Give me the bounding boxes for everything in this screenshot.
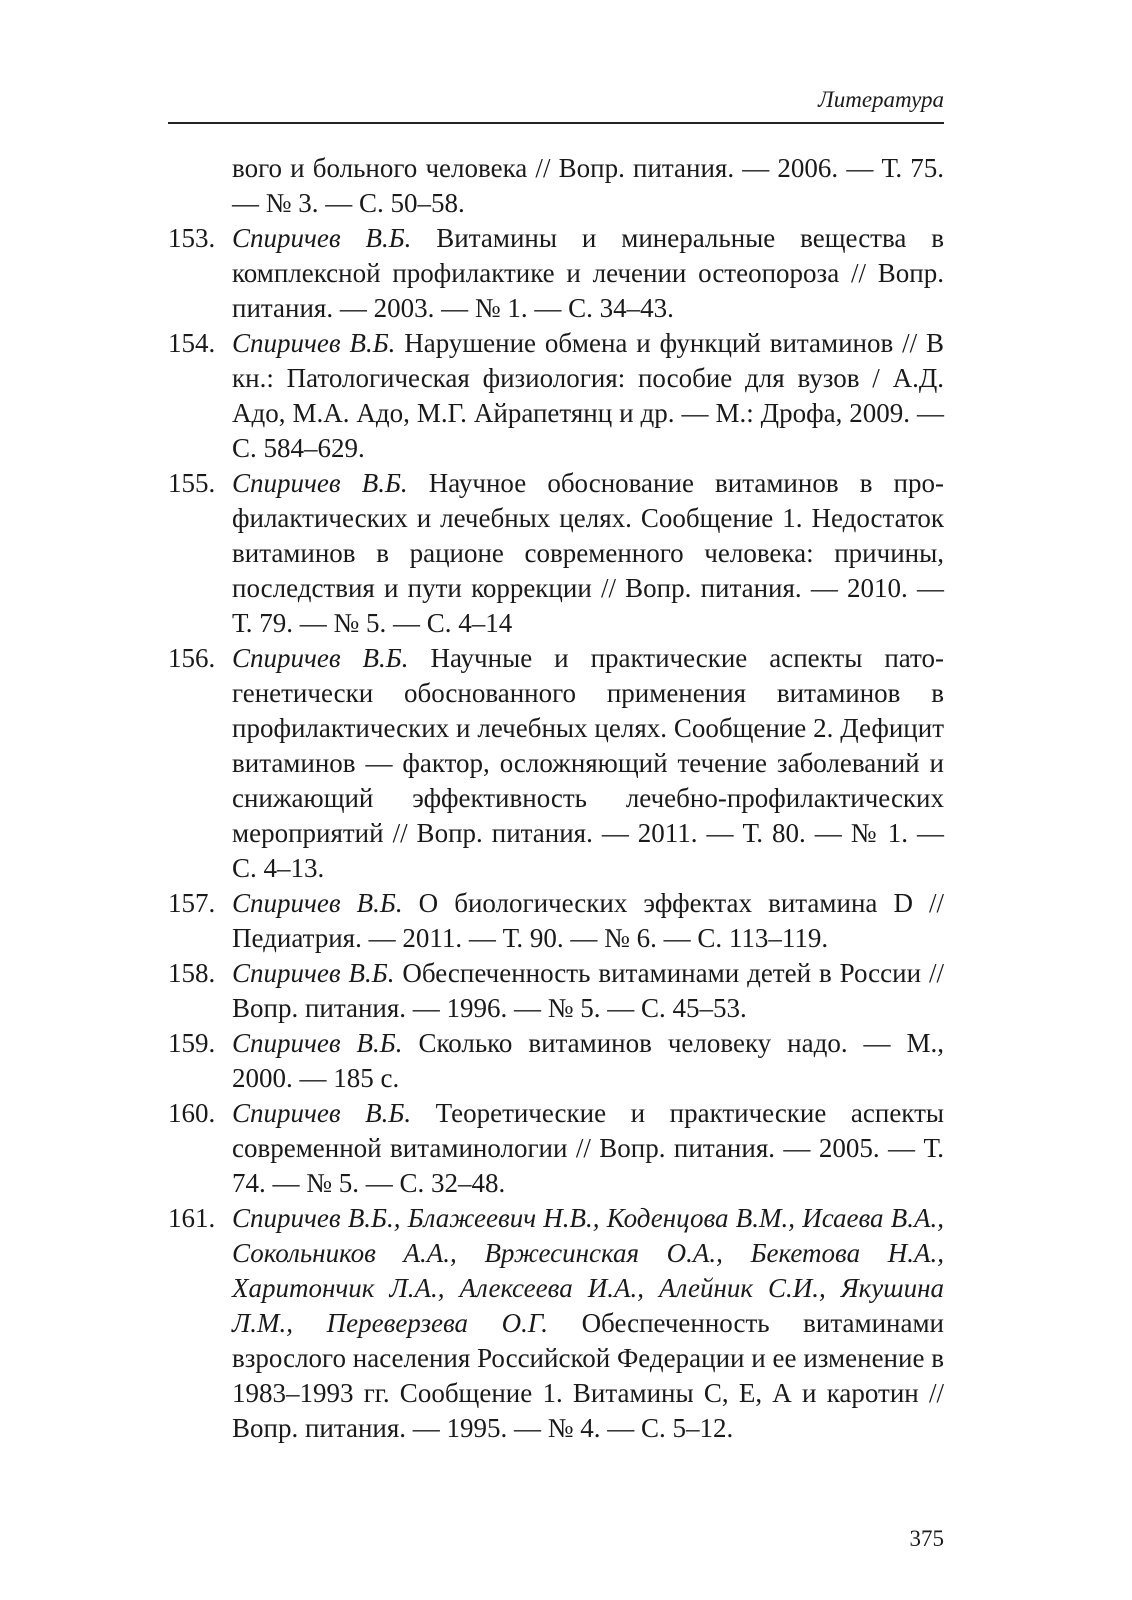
- reference-authors: Спиричев В.Б.: [232, 1028, 403, 1058]
- reference-item: [168, 1096, 944, 1201]
- reference-authors: Спиричев В.Б.: [232, 328, 396, 358]
- reference-number: 160.: [168, 1098, 216, 1128]
- reference-body: Теоретические и практические аспекты современной витаминологии // Вопр. питания. — 2005. — Т. 74. — № 5. — С. 32–48.: [232, 1098, 945, 1198]
- reference-text: [232, 221, 944, 326]
- reference-item: [168, 1201, 944, 1446]
- reference-authors: Спиричев В.Б.: [232, 223, 412, 253]
- reference-item: [168, 326, 944, 466]
- reference-body: Обеспеченность витаминами взрослого населения Российской Федерации и ее изменение в 1983–1993 гг. Сообщение 1. Витамины С, Е, А и каротин // Вопр. питания. — 1995. — № 4. — С. 5–12.: [232, 1308, 944, 1443]
- reference-item: [168, 221, 944, 326]
- reference-number: 155.: [168, 468, 216, 498]
- reference-authors: Спиричев В.Б.: [232, 958, 395, 988]
- reference-authors: Спиричев В.Б.: [232, 1098, 412, 1128]
- reference-item: [168, 466, 944, 641]
- reference-text: [232, 1201, 944, 1446]
- reference-number: 161.: [168, 1203, 216, 1233]
- reference-body: О биологических эффектах витамина D // Педиатрия. — 2011. — Т. 90. — № 6. — С. 113–119.: [232, 888, 945, 953]
- reference-text: [232, 151, 944, 221]
- reference-authors: Спиричев В.Б.: [232, 468, 408, 498]
- reference-body: Обеспеченность витаминами детей в России // Вопр. питания. — 1996. — № 5. — С. 45–53.: [232, 958, 944, 1023]
- reference-item: [168, 956, 944, 1026]
- reference-authors: Спиричев В.Б., Блажеевич Н.В., Коденцова В.М., Исаева В.А., Сокольников А.А., Вржесинская О.А., Бекетова Н.А., Харитончик Л.А., Алексеева И.А., Алейник С.И., Якушина Л.М., Переверзева О.Г.: [232, 1203, 944, 1338]
- reference-body: Научное обоснование витаминов в профилактических и лечебных целях. Сообщение 1. Недостаток витаминов в рационе современного человека: причины, последствия и пути коррекции // Вопр. питания. — 2010. — Т. 79. — № 5. — С. 4–14: [232, 468, 945, 638]
- page-number: 375: [909, 1526, 944, 1551]
- reference-text: [232, 641, 944, 886]
- reference-body: Нарушение обмена и функций витаминов // В кн.: Патологическая физиология: пособие для вузов / А.Д. Адо, М.А. Адо, М.Г. Айрапетянц и др. — М.: Дрофа, 2009. — С. 584–629.: [232, 328, 944, 463]
- running-head: Литература: [818, 87, 944, 112]
- reference-body: Сколько витаминов человеку надо. — М., 2000. — 185 с.: [232, 1028, 944, 1093]
- reference-number: 153.: [168, 223, 216, 253]
- reference-text: [232, 1026, 944, 1096]
- reference-item: [168, 151, 944, 221]
- reference-number: 154.: [168, 328, 216, 358]
- reference-list: [168, 151, 944, 1446]
- reference-body: Витамины и минеральные вещества в комплексной профилактике и лечении остеопороза // Вопр. питания. — 2003. — № 1. — С. 34–43.: [232, 223, 944, 323]
- reference-number: 157.: [168, 888, 216, 918]
- reference-item: [168, 641, 944, 886]
- reference-number: 156.: [168, 643, 216, 673]
- reference-text: [232, 1096, 944, 1201]
- reference-body: вого и больного человека // Вопр. питания. — 2006. — Т. 75. — № 3. — С. 50–58.: [232, 153, 944, 218]
- reference-item: [168, 1026, 944, 1096]
- reference-number: 159.: [168, 1028, 216, 1058]
- reference-body: Научные и практические аспекты патогенетически обоснованного применения витаминов в профилактических и лечебных целях. Сообщение 2. Дефицит витаминов — фактор, осложняющий течение заболеваний и снижающий эффективность лечебно-профилактических мероприятий // Вопр. питания. — 2011. — Т. 80. — № 1. — С. 4–13.: [232, 643, 944, 883]
- reference-text: [232, 956, 944, 1026]
- header-rule: [168, 122, 944, 124]
- reference-text: [232, 326, 944, 466]
- reference-authors: Спиричев В.Б.: [232, 643, 409, 673]
- reference-item: [168, 886, 944, 956]
- reference-authors: Спиричев В.Б.: [232, 888, 403, 918]
- reference-text: [232, 466, 944, 641]
- reference-number: 158.: [168, 958, 216, 988]
- reference-text: [232, 886, 944, 956]
